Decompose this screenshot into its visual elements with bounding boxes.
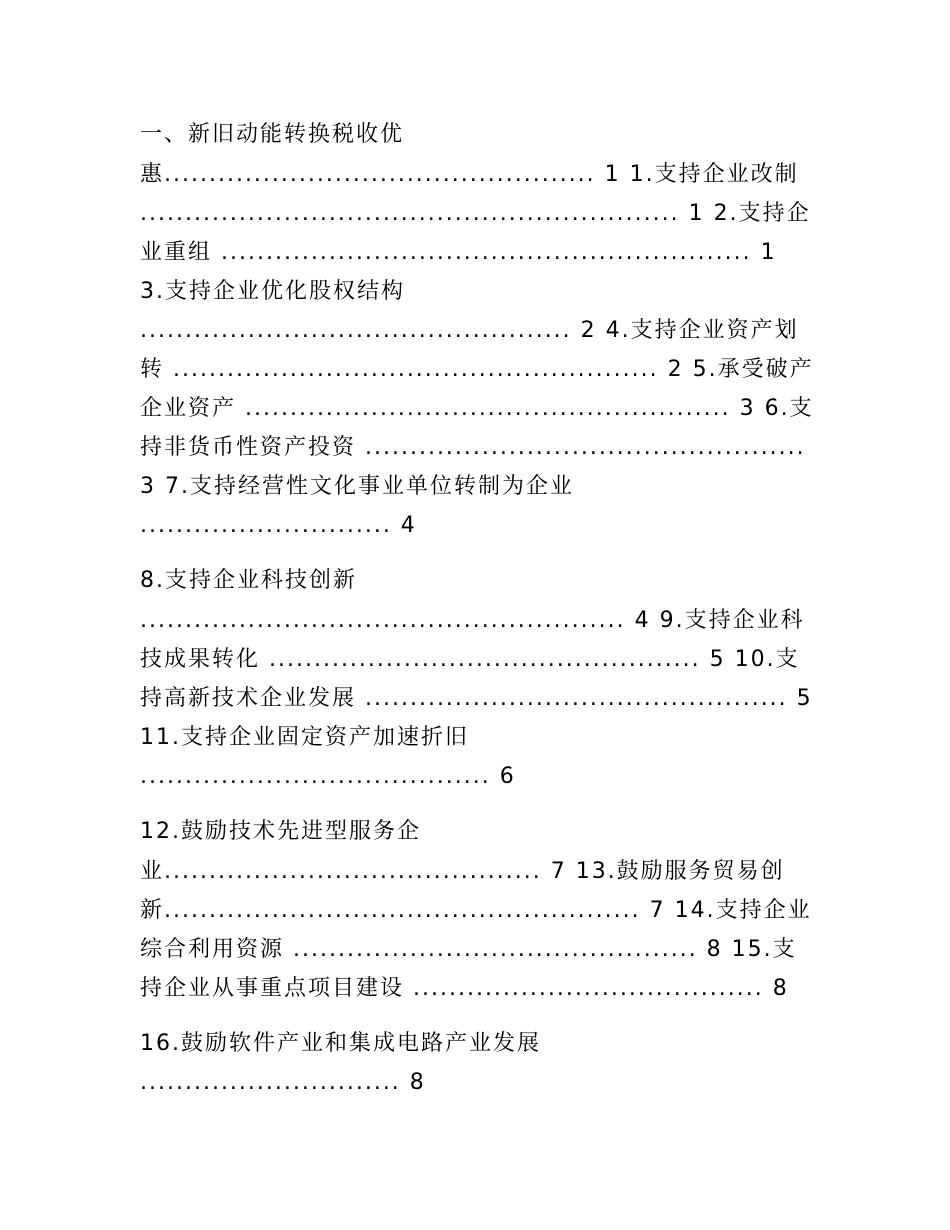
- toc-line: ............................. 8: [140, 1070, 426, 1095]
- toc-line: 转 ...................................................... 2 5.承受破产: [140, 357, 814, 382]
- toc-line: 持高新技术企业发展 ............................................... 5: [140, 686, 813, 711]
- toc-line: 持非货币性资产投资 .................................................: [140, 435, 806, 460]
- toc-line: 12.鼓励技术先进型服务企: [140, 819, 421, 844]
- toc-line: 8.支持企业科技创新: [140, 568, 357, 593]
- toc-line: ............................ 4: [140, 513, 417, 538]
- toc-line: ............................................................ 1 2.支持企: [140, 201, 811, 226]
- toc-line: 企业资产 ...................................................... 3 6.支: [140, 396, 814, 421]
- toc-line: 3 7.支持经营性文化事业单位转制为企业: [140, 474, 574, 499]
- toc-line: 技成果转化 ................................................ 5 10.支: [140, 647, 800, 672]
- toc-line: ...................................................... 4 9.支持企业科: [140, 608, 805, 633]
- toc-line: 综合利用资源 ............................................. 8 15.支: [140, 937, 797, 962]
- toc-line: ....................................... 6: [140, 764, 516, 789]
- toc-line: 一、新旧动能转换税收优: [140, 122, 405, 147]
- toc-line: 3.支持企业优化股权结构: [140, 279, 405, 304]
- toc-line: 持企业从事重点项目建设 ....................................... 8: [140, 976, 789, 1001]
- toc-line: 16.鼓励软件产业和集成电路产业发展: [140, 1031, 541, 1056]
- toc-line: 惠................................................ 1 1.支持企业改制: [140, 162, 799, 187]
- toc-line: ................................................ 2 4.支持企业资产划: [140, 318, 799, 343]
- toc-line: 业重组 ........................................................... 1: [140, 240, 777, 265]
- toc-line: 新..................................................... 7 14.支持企业: [140, 898, 812, 923]
- toc-line: 业.......................................... 7 13.鼓励服务贸易创: [140, 859, 785, 884]
- toc-line: 11.支持企业固定资产加速折旧: [140, 725, 469, 750]
